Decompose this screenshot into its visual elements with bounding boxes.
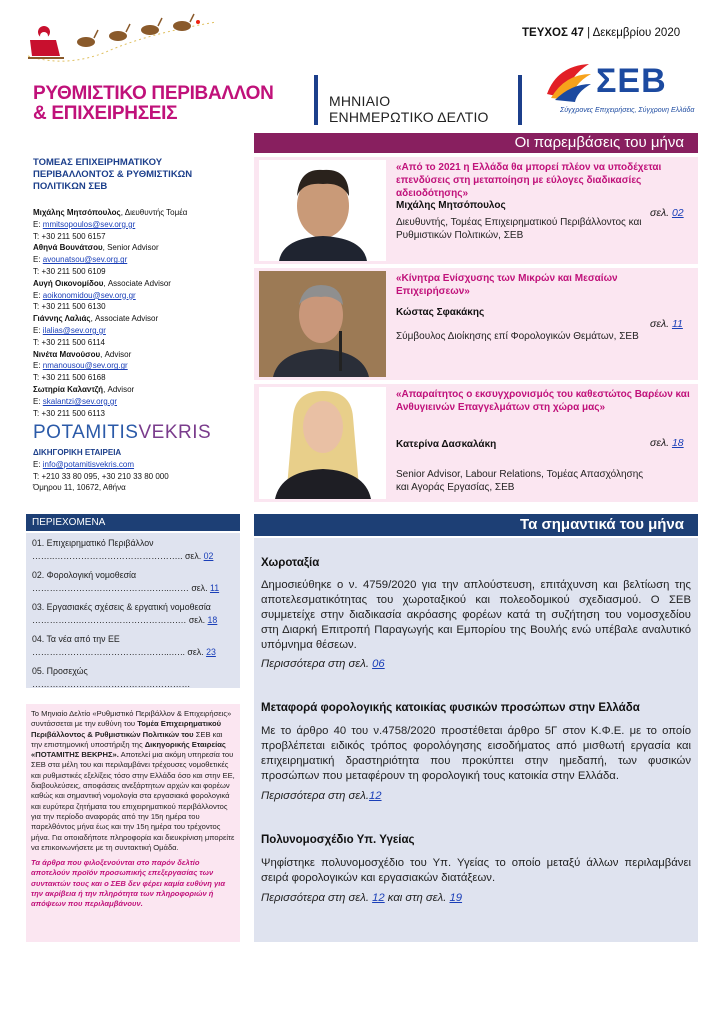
highlight-body: Με το άρθρο 40 του ν.4758/2020 προστέθεται άρθρο 5Γ στον Κ.Φ.Ε. με το οποίο προβλέπεται ειδικός τρόπος φορολόγησης εισοδήματος από μισθωτή εργασία και επιχειρηματική δραστηριότητα που προκύπτει στην ημεδαπή, των φυσικών προσώπων που μεταφέρουν τη φορολογική τους κατοικία στην Ελλάδα. [261,725,691,782]
highlight-more: Περισσότερα στη σελ. 06 [261,658,385,670]
toc-item-label: 02. Φορολογική νομοθεσία [32,570,137,580]
contact-entry: Γιάννης Λαλιάς, Associate Advisor [33,314,159,324]
highlight-body: Ψηφίστηκε πολυνομοσχέδιο του Υπ. Υγείας το οποίο μεταξύ άλλων περιλαμβάνει σειρά φορολογικών και εργασιακών διατάξεων. [261,857,691,884]
page-link[interactable]: 19 [449,892,463,904]
intervention-quote: «Από το 2021 η Ελλάδα θα μπορεί πλέον να υποδέχεται επενδύσεις στη μεταποίηση με εύλογες διαδικασίες αδειοδότησης» [396,162,662,199]
divider-bar [314,75,318,125]
contact-entry: Αθηνά Βουνάτσου, Senior Advisor [33,243,159,253]
intervention-quote: «Απαραίτητος ο εκσυγχρονισμός του καθεστώτος Βαρέων και Ανθυγιεινών Επαγγελμάτων στη χώρα μας» [396,389,690,413]
intervention-role: Senior Advisor, Labour Relations, Τομέας Απασχόλησης και Αγοράς Εργασίας, ΣΕΒ [396,469,644,493]
disclaimer-text: Τα άρθρα που φιλοξενούνται στο παρόν δελτίο αποτελούν προϊόν προσωπικής επεξεργασίας των συντακτών τους και ο ΣΕΒ δεν φέρει καμία ευθύνη για την ακρίβεια ή την πληρότητα των πληροφοριών ή απόψεων που περιλαμβάνουν. [31,858,226,909]
highlight-title: Χωροταξία [261,557,320,569]
seb-logo-text: ΣΕΒ [596,62,667,100]
contact-email[interactable]: ilalias@sev.org.gr [42,325,106,335]
intervention-author: Μιχάλης Μητσόπουλος [396,200,506,211]
law-firm-contacts: ΔΙΚΗΓΟΡΙΚΗ ΕΤΑΙΡΕΙΑ E: info@potamitisvekris.com T: +210 33 80 095, +30 210 33 80 000 Όμηρου 11, 10672, Αθήνα [33,447,243,494]
intervention-card [254,157,698,264]
sector-title: ΤΟΜΕΑΣ ΕΠΙΧΕΙΡΗΜΑΤΙΚΟΥ ΠΕΡΙΒΑΛΛΟΝΤΟΣ & ΡΥΘΜΙΣΤΙΚΩΝ ΠΟΛΙΤΙΚΩΝ ΣΕΒ [33,157,193,192]
toc-item-page[interactable]: ………………………………………...….. σελ. 23 [32,647,216,657]
issue-number: ΤΕΥΧΟΣ 47 [522,27,584,39]
monthly-line2: ΕΝΗΜΕΡΩΤΙΚΟ ΔΕΛΤΙΟ [329,109,489,125]
portrait-photo [259,160,386,261]
page-link[interactable]: 02 [671,207,684,219]
info-box [26,704,240,942]
portrait-photo [259,271,386,377]
seb-logo-icon [543,60,593,102]
intervention-role: Διευθυντής, Τομέας Επιχειρηματικού Περιβάλλοντος και Ρυθμιστικών Πολιτικών, ΣΕΒ [396,217,642,241]
contacts-list: Μιχάλης Μητσόπουλος, Διευθυντής Τομέα E: mmitsopoulos@sev.org.gr T: +30 211 500 6157 Αθηνά Βουνάτσου, Senior Advisor E: avounatsou@sev.org.gr T: +30 211 500 6109 Αυγή Οικονομίδου, Associate Advisor E: aoikonomidou@sev.org.gr T: +30 211 500 6130 Γιάννης Λαλιάς, Associate Advisor E: ilalias@sev.org.gr T: +30 211 500 6114 Νινέτα Μανούσου, Advisor E: nmanousou@sev.org.gr T: +30 211 500 6168 Σωτηρία Καλαντζή, Advisor E: skalantzi@sev.org.gr T: +30 211 500 6113 [33,207,243,419]
highlight-title: Πολυνομοσχέδιο Υπ. Υγείας [261,834,415,846]
contact-email[interactable]: skalantzi@sev.org.gr [42,396,118,406]
page-link[interactable]: 12 [368,790,382,802]
intervention-card [254,384,698,502]
page-reference: σελ. 18 [650,437,684,449]
contact-email[interactable]: mmitsopoulos@sev.org.gr [42,219,136,229]
page-link[interactable]: 12 [372,892,385,904]
monthly-label [329,93,489,125]
law-firm-subtitle: ΔΙΚΗΓΟΡΙΚΗ ΕΤΑΙΡΕΙΑ [33,448,122,457]
intervention-role: Σύμβουλος Διοίκησης επί Φορολογικών Θεμάτων, ΣΕΒ [396,331,639,342]
highlight-body: Δημοσιεύθηκε ο ν. 4759/2020 για την απλούστευση, επιτάχυνση και βελτίωση της αποτελεσματικότητας του χωροταξικού και πολεοδομικού σχεδιασμού. Ο ΣΕΒ συμμετείχε στην διαδικασία ακρόασης φορέων κατά τη συζήτηση του νομοσχεδίου στη Διαρκή Επιτροπή Παραγωγής και Εμπορίου της Βουλής ενώ υπέβαλε αναλυτικό υπόμνημα θέσεων. [261,579,691,651]
toc-item-label: 03. Εργασιακές σχέσεις & εργατική νομοθεσία [32,602,211,612]
contact-entry: Σωτηρία Καλαντζή, Advisor [33,384,135,394]
issue-date: | Δεκεμβρίου 2020 [587,27,681,39]
page-link[interactable]: 11 [671,318,683,330]
intervention-author: Κατερίνα Δασκαλάκη [396,439,497,450]
toc-title: ΠΕΡΙΕΧΟΜΕΝΑ [26,514,240,531]
portrait-photo [259,387,386,499]
toc-item-page[interactable]: ………………………………………...…… σελ. 11 [32,583,220,593]
issue-info [522,27,680,39]
contact-entry: Αυγή Οικονομίδου, Associate Advisor [33,278,171,288]
contact-entry: Νινέτα Μανούσου, Advisor [33,349,132,359]
page-link[interactable]: 06 [372,658,385,670]
divider-bar [518,75,522,125]
potamitis-vekris-logo: POTAMITISVEKRIS [33,422,212,443]
toc-item-page[interactable]: ……………………………………………… [32,679,191,689]
highlight-more: Περισσότερα στη σελ.12 [261,790,382,802]
info-text: Το Μηνιαίο Δελτίο «Ρυθμιστικό Περιβάλλον & Επιχειρήσεις» συντάσσεται με την ευθύνη του Τομέα Επιχειρηματικού Περιβάλλοντος & Ρυθμιστικών Πολιτικών του ΣΕΒ και την επιστημονική υποστήριξη της Δικηγορικής Εταιρείας «ΠΟΤΑΜΙΤΗΣ ΒΕΚΡΗΣ». Αποτελεί μια ακόμη υπηρεσία του ΣΕΒ στα μέλη του και περιλαμβάνει τρέχουσες νομοθετικές και ρυθμιστικές εξελίξεις τόσο στην Ελλάδα όσο και στην ΕΕ, διαβουλεύσεις, αποφάσεις ανεξάρτητων αρχών και φορέων καθώς και σημαντική νομολογία στα εργασιακά φορολογικά και ευρύτερα ζητήματα του επιχειρηματικού περιβάλλοντος για την περίοδο αναφοράς από την 15η ημέρα του παρελθόντος μήνα έως και την 15η ημέρα του τρέχοντος μήνα. Για οποιαδήποτε πληροφορία και διευκρίνιση μπορείτε να επικοινωνήσετε με τη συντακτική Ομάδα. [31,709,235,852]
intervention-author: Κώστας Σφακάκης [396,307,485,318]
page-reference: σελ. 11 [650,318,683,330]
contact-email[interactable]: nmanousou@sev.org.gr [42,361,128,371]
intervention-card [254,268,698,380]
monthly-line1: ΜΗΝΙΑΙΟ [329,93,391,109]
seb-tagline: Σύγχρονες Επιχειρήσεις, Σύγχρονη Ελλάδα [560,107,695,114]
highlights-panel [254,538,698,942]
newsletter-title-line2: & ΕΠΙΧΕΙΡΗΣΕΙΣ [33,103,178,124]
contact-email[interactable]: avounatsou@sev.org.gr [42,255,128,265]
newsletter-title-line1: ΡΥΘΜΙΣΤΙΚΟ ΠΕΡΙΒΑΛΛΟΝ [33,83,274,104]
toc-item-label: 05. Προσεχώς [32,666,88,676]
highlight-title: Μεταφορά φορολογικής κατοικίας φυσικών προσώπων στην Ελλάδα [261,702,640,714]
page-link[interactable]: 18 [671,437,684,449]
highlights-band: Τα σημαντικά του μήνα [254,514,698,536]
interventions-band: Οι παρεμβάσεις του μήνα [254,133,698,153]
highlight-more: Περισσότερα στη σελ. 12 και στη σελ. 19 [261,892,463,904]
santa-sleigh-illustration [26,12,222,70]
intervention-quote: «Κίνητρα Ενίσχυσης των Μικρών και Μεσαίων Επιχειρήσεων» [396,273,618,297]
contact-email[interactable]: aoikonomidou@sev.org.gr [42,290,136,300]
contact-entry: Μιχάλης Μητσόπουλος, Διευθυντής Τομέα [33,208,188,217]
table-of-contents [26,533,240,688]
toc-item-page[interactable]: ……..…………………………………….. σελ. 02 [32,551,214,561]
law-firm-email[interactable]: info@potamitisvekris.com [42,459,135,469]
toc-item-page[interactable]: …………….…………………………….… σελ. 18 [32,615,218,625]
toc-item-label: 01. Επιχειρηματικό Περιβάλλον [32,538,154,548]
toc-item-label: 04. Τα νέα από την ΕΕ [32,634,120,644]
page-reference: σελ. 02 [650,207,684,219]
